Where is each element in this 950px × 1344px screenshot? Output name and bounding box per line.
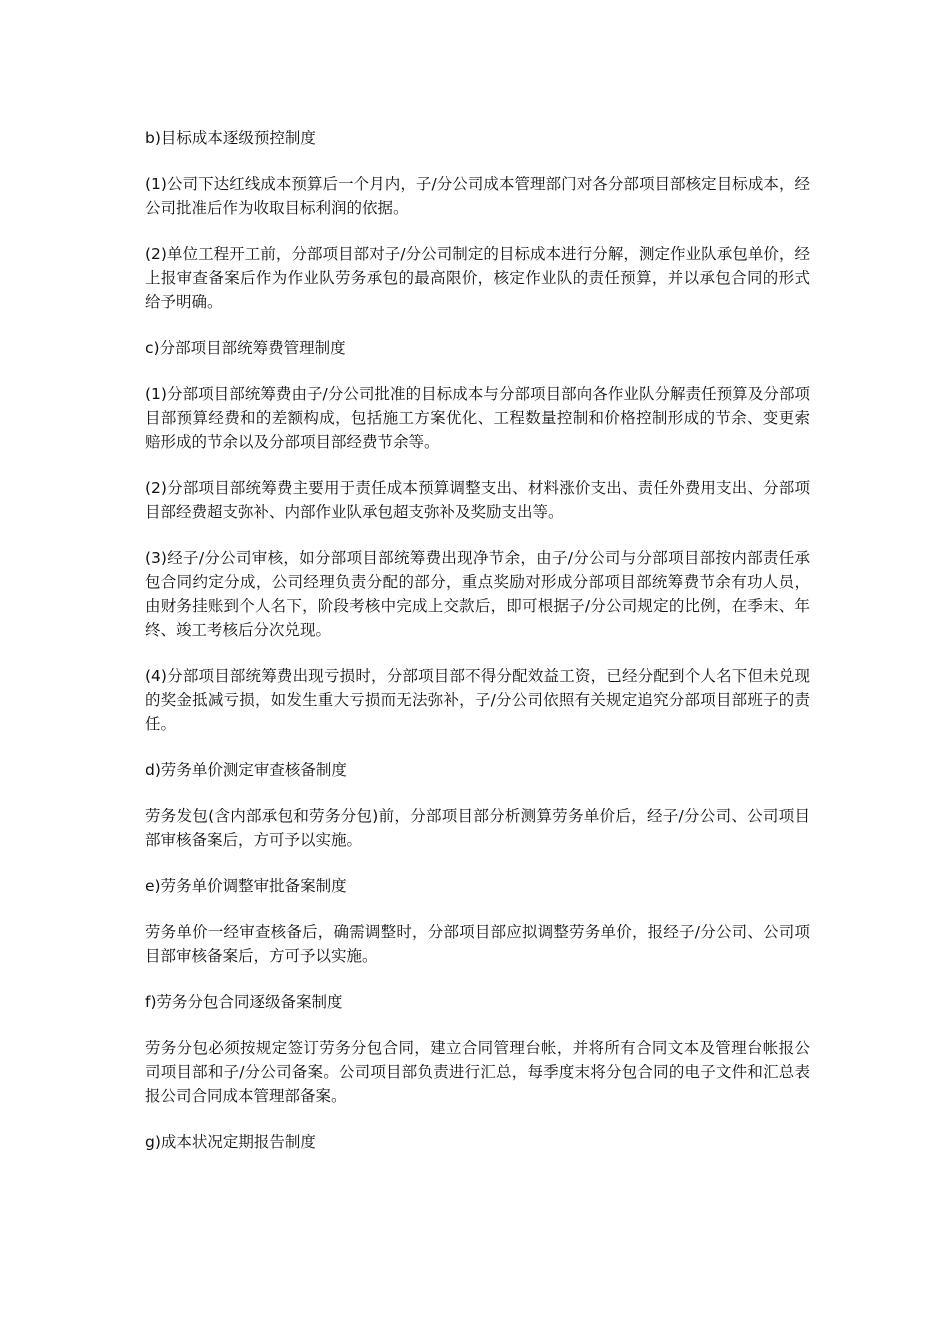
section-heading-c: c)分部项目部统筹费管理制度 (145, 339, 346, 357)
document-body (145, 126, 810, 1176)
paragraph-f: 劳务分包必须按规定签订劳务分包合同，建立合同管理台帐，并将所有合同文本及管理台帐报公司项目部和子/分公司备案。公司项目部负责进行汇总，每季度末将分包合同的电子文件和汇总表报公司合同成本管理部备案。 (145, 1039, 810, 1105)
paragraph-c-3: (3)经子/分公司审核，如分部项目部统筹费出现净节余，由子/分公司与分部项目部按内部责任承包合同约定分成，公司经理负责分配的部分，重点奖励对形成分部项目部统筹费节余有功人员，由财务挂账到个人名下，阶段考核中完成上交款后，即可根据子/分公司规定的比例，在季末、年终、竣工考核后分次兑现。 (145, 549, 810, 639)
paragraph-b-1: (1)公司下达红线成本预算后一个月内，子/分公司成本管理部门对各分部项目部核定目标成本，经公司批准后作为收取目标利润的依据。 (145, 175, 810, 217)
paragraph-e: 劳务单价一经审查核备后，确需调整时，分部项目部应拟调整劳务单价，报经子/分公司、公司项目部审核备案后，方可予以实施。 (145, 923, 810, 965)
paragraph-b-2: (2)单位工程开工前，分部项目部对子/分公司制定的目标成本进行分解，测定作业队承包单价，经上报审查备案后作为作业队劳务承包的最高限价，核定作业队的责任预算，并以承包合同的形式给予明确。 (145, 245, 810, 311)
paragraph-c-2: (2)分部项目部统筹费主要用于责任成本预算调整支出、材料涨价支出、责任外费用支出、分部项目部经费超支弥补、内部作业队承包超支弥补及奖励支出等。 (145, 479, 810, 521)
paragraph-c-4: (4)分部项目部统筹费出现亏损时，分部项目部不得分配效益工资，已经分配到个人名下但未兑现的奖金抵减亏损，如发生重大亏损而无法弥补，子/分公司依照有关规定追究分部项目部班子的责任。 (145, 667, 810, 733)
paragraph-d: 劳务发包(含内部承包和劳务分包)前，分部项目部分析测算劳务单价后，经子/分公司、公司项目部审核备案后，方可予以实施。 (145, 807, 810, 849)
section-heading-f: f)劳务分包合同逐级备案制度 (145, 993, 343, 1011)
paragraph-c-1: (1)分部项目部统筹费由子/分公司批准的目标成本与分部项目部向各作业队分解责任预算及分部项目部预算经费和的差额构成，包括施工方案优化、工程数量控制和价格控制形成的节余、变更索赔形成的节余以及分部项目部经费节余等。 (145, 385, 810, 451)
section-heading-e: e)劳务单价调整审批备案制度 (145, 877, 347, 895)
section-heading-d: d)劳务单价测定审查核备制度 (145, 761, 347, 779)
section-heading-b: b)目标成本逐级预控制度 (145, 129, 316, 147)
section-heading-g: g)成本状况定期报告制度 (145, 1133, 316, 1151)
